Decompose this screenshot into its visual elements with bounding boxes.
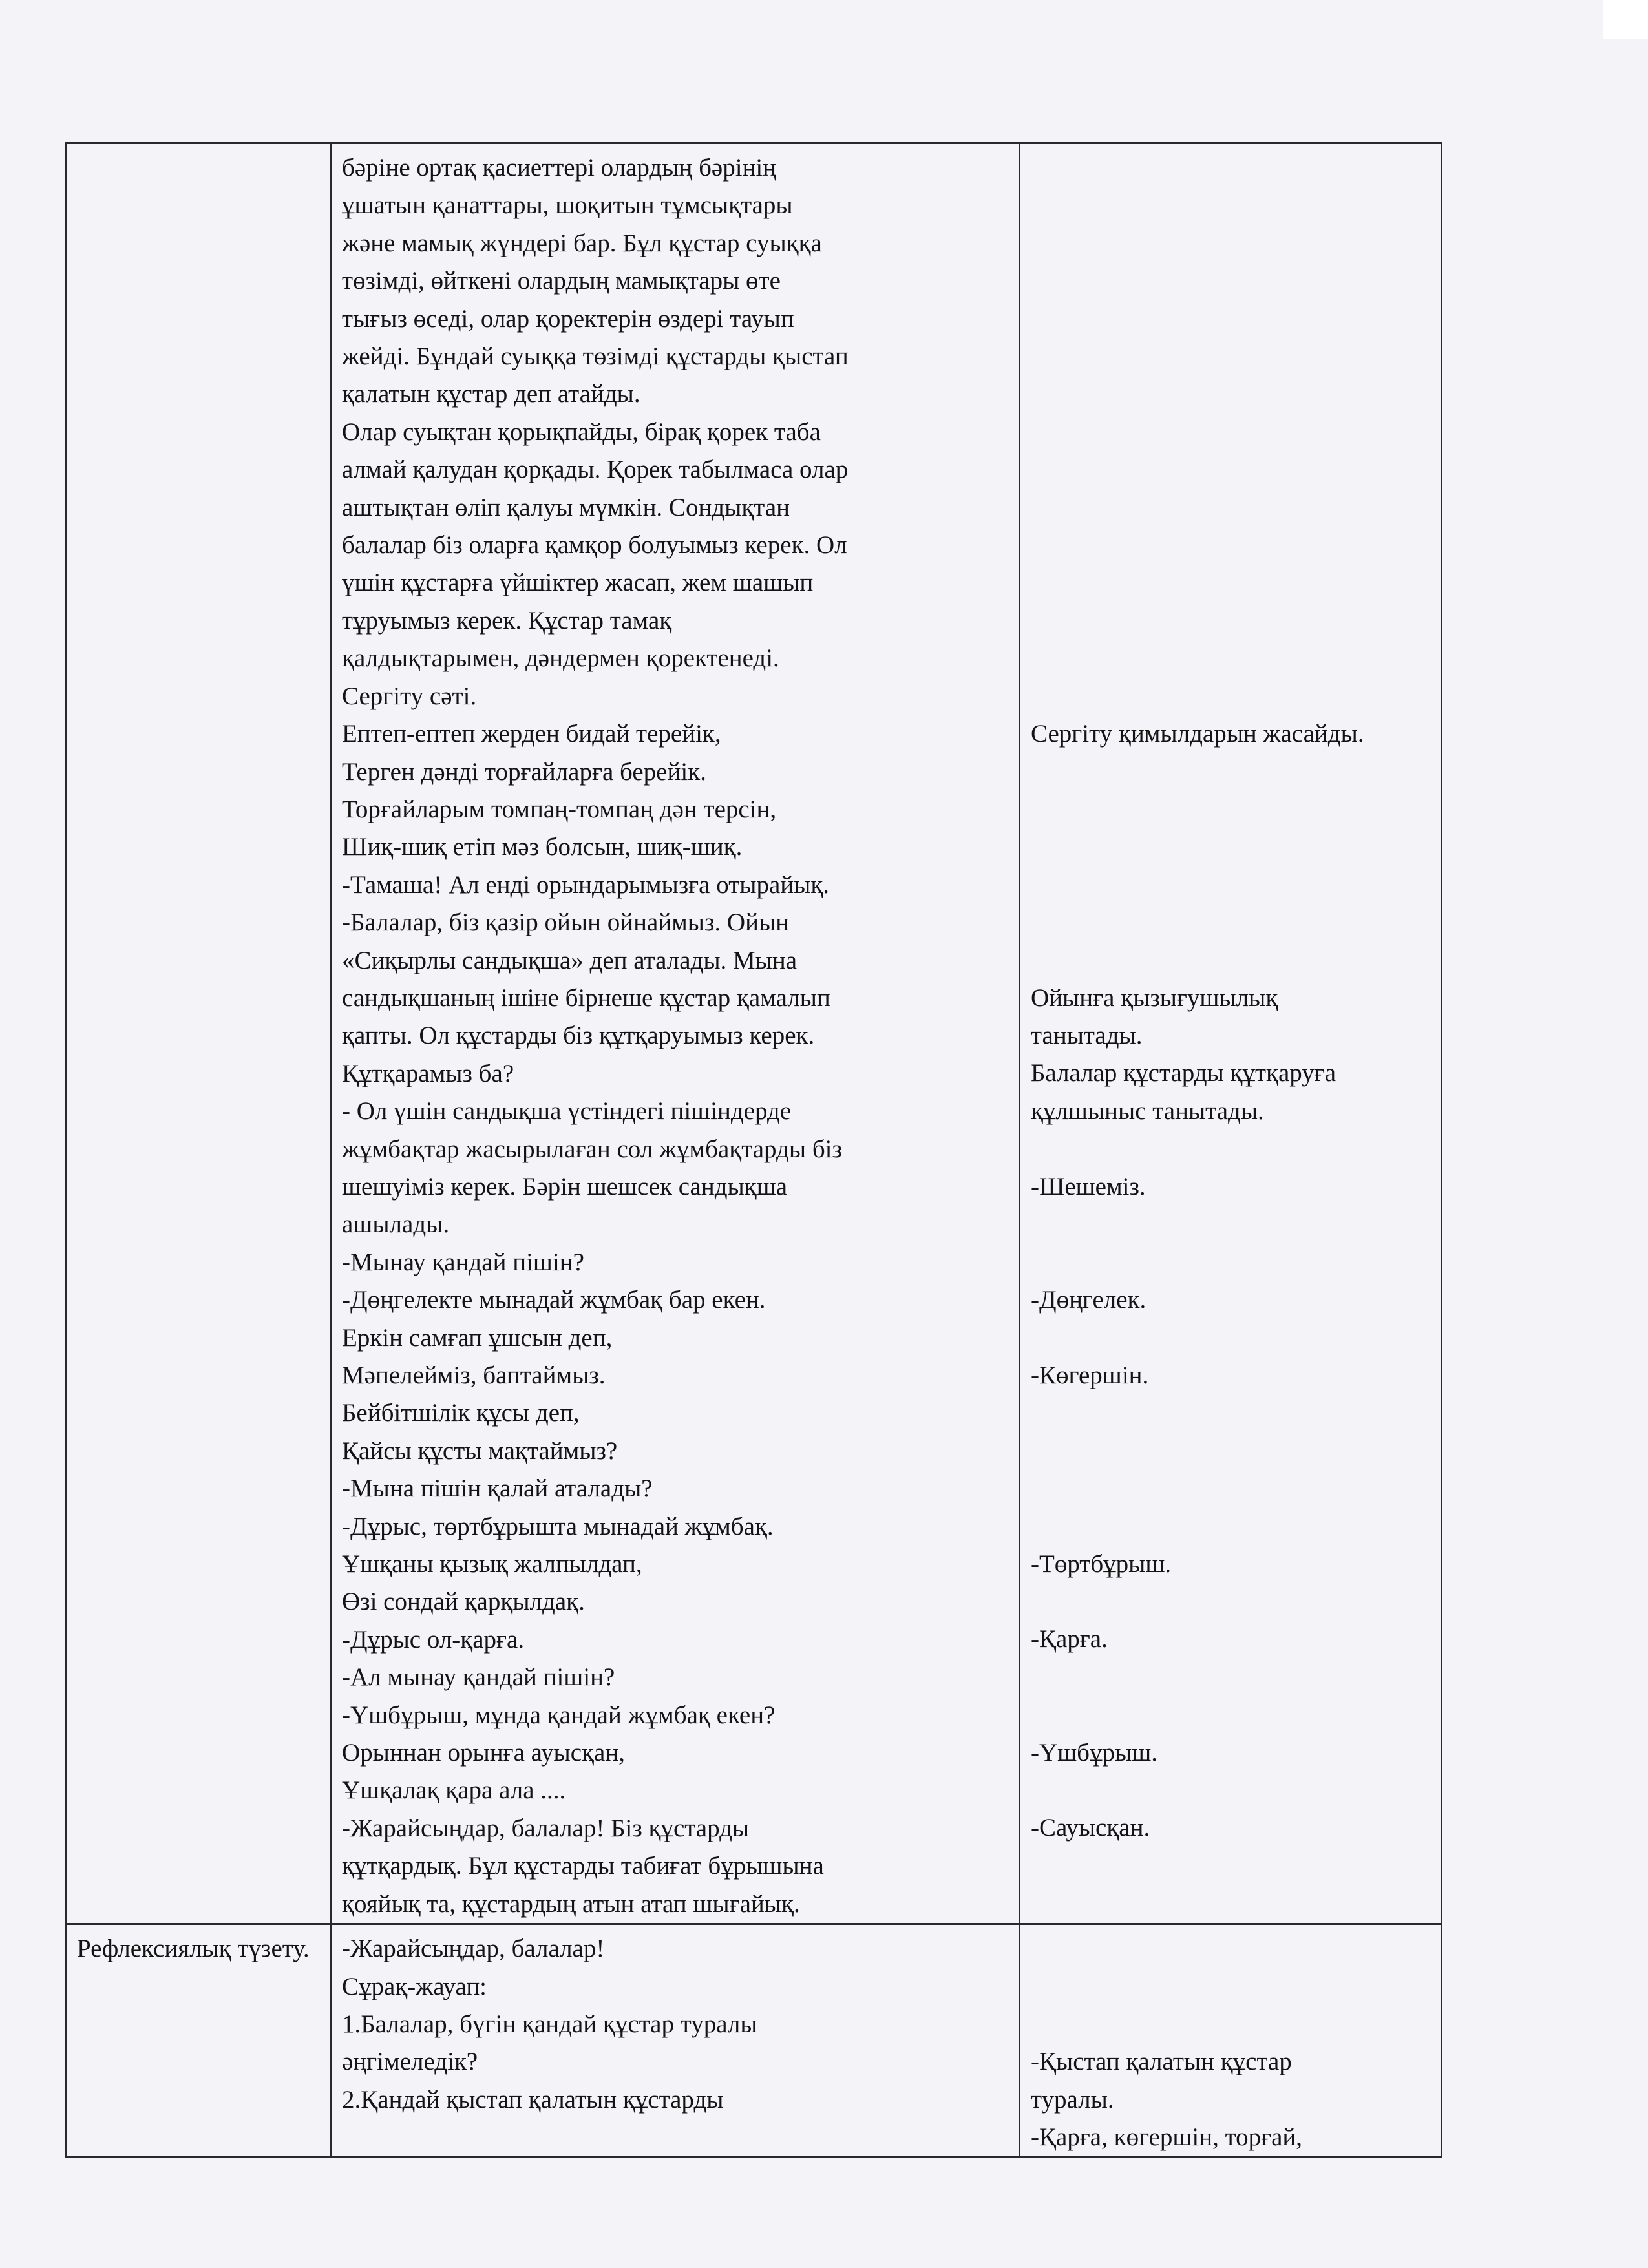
text-line: құтқардық. Бұл құстарды табиғат бұрышына <box>342 1852 824 1880</box>
text-line: -Қыстап қалатын құстар <box>1031 2048 1292 2076</box>
text-line: Ойынға қызығушылық <box>1031 983 1278 1012</box>
blank-line <box>1031 414 1430 451</box>
text-line: -Дұрыс, төртбұрышта мынадай жұмбақ. <box>342 1512 774 1540</box>
text-line: -Жарайсыңдар, балалар! Біз құстарды <box>342 1814 750 1842</box>
teacher-activity-cell <box>331 143 1020 1924</box>
blank-line <box>1031 1319 1430 1356</box>
text-line: жейді. Бұндай суыққа төзімді құстарды қыстап <box>342 342 849 371</box>
text-line: ұшатын қанаттары, шоқитын тұмсықтары <box>342 191 793 220</box>
text-line: -Төртбұрыш. <box>1031 1549 1172 1578</box>
blank-line <box>1031 375 1430 413</box>
text-line: Балалар құстарды құтқаруға <box>1031 1059 1336 1087</box>
table-row-reflection <box>66 1924 1442 2158</box>
text-line: төзімді, өйткені олардың мамықтары өте <box>342 267 781 295</box>
text-line: аштықтан өліп қалуы мүмкін. Сондықтан <box>342 493 790 521</box>
teacher-activity-cell <box>331 1924 1020 2158</box>
text-line: алмай қалудан қорқады. Қорек табылмаса олар <box>342 456 849 484</box>
text-line: қалатын құстар деп атайды. <box>342 380 640 408</box>
blank-line <box>1031 1659 1430 1696</box>
blank-line <box>1031 1206 1430 1243</box>
blank-line <box>1031 300 1430 338</box>
children-activity-cell <box>1020 143 1442 1924</box>
text-line: сандықшаның ішіне бірнеше құстар қамалып <box>342 983 830 1012</box>
blank-line <box>1031 1507 1430 1545</box>
blank-line <box>1031 225 1430 262</box>
text-line: Сергіту сәті. <box>342 682 477 710</box>
text-line: Қайсы құсты мақтаймыз? <box>342 1436 618 1465</box>
text-line: 1.Балалар, бүгін қандай құстар туралы <box>342 2010 757 2038</box>
blank-line <box>1031 1432 1430 1469</box>
blank-line <box>1031 866 1430 903</box>
blank-line <box>1031 564 1430 602</box>
blank-line <box>1031 1394 1430 1432</box>
text-line: - Ол үшін сандықша үстіндегі пішіндерде <box>342 1097 792 1126</box>
text-line: -Көгершін. <box>1031 1361 1149 1389</box>
text-line: -Үшбұрыш. <box>1031 1738 1158 1767</box>
text-line: Ұшқаны қызық жалпылдап, <box>342 1550 642 1579</box>
text-line: -Мынау қандай пішін? <box>342 1248 584 1276</box>
text-line: -Балалар, біз қазір ойын ойнаймыз. Ойын <box>342 908 790 937</box>
teacher-activity-text <box>342 149 1008 1923</box>
text-line: Мәпелейміз, баптаймыз. <box>342 1361 606 1389</box>
blank-line <box>1031 1130 1430 1168</box>
text-line: -Ал мынау қандай пішін? <box>342 1663 615 1692</box>
blank-line <box>1031 677 1430 715</box>
text-line: үшін құстарға үйшіктер жасап, жем шашып <box>342 569 814 597</box>
blank-line <box>1031 262 1430 300</box>
blank-line <box>1031 1583 1430 1621</box>
text-line: танытады. <box>1031 1022 1143 1050</box>
text-line: ашылады. <box>342 1210 450 1239</box>
blank-line <box>1031 904 1430 941</box>
blank-line <box>1031 941 1430 979</box>
blank-line <box>1031 1772 1430 1809</box>
text-line: Ұшқалақ қара ала .... <box>342 1776 566 1805</box>
blank-line <box>1031 149 1430 187</box>
text-line: жұмбақтар жасырылаған сол жұмбақтарды біз <box>342 1135 842 1163</box>
children-activity-cell <box>1020 1924 1442 2158</box>
text-line: -Үшбұрыш, мұнда қандай жұмбақ екен? <box>342 1701 776 1729</box>
text-line: Шиқ-шиқ етіп мәз болсын, шиқ-шиқ. <box>342 833 743 861</box>
blank-line <box>1031 489 1430 527</box>
text-line: Сергіту қимылдарын жасайды. <box>1031 719 1364 748</box>
stage-cell <box>66 143 331 1924</box>
blank-line <box>1031 1968 1430 2005</box>
stage-label: Рефлексиялық түзету. <box>77 1935 310 1963</box>
lesson-plan-table <box>65 142 1442 2158</box>
blank-line <box>1031 527 1430 564</box>
text-line: -Қарға, көгершін, торғай, <box>1031 2123 1303 2152</box>
blank-line <box>1031 1930 1430 1968</box>
text-line: балалар біз оларға қамқор болуымыз керек. Ол <box>342 531 847 560</box>
text-line: және мамық жүндері бар. Бұл құстар суыққа <box>342 229 822 257</box>
text-line: әңгімеледік? <box>342 2048 478 2076</box>
text-line: құлшыныс танытады. <box>1031 1097 1264 1125</box>
text-line: Еркін самғап ұшсын деп, <box>342 1323 613 1352</box>
blank-line <box>1031 640 1430 677</box>
text-line: Өзі сондай қарқылдақ. <box>342 1588 585 1616</box>
text-line: -Мына пішін қалай аталады? <box>342 1475 653 1503</box>
text-line: қалдықтарымен, дәндермен қоректенеді. <box>342 644 779 673</box>
text-line: шешуіміз керек. Бәрін шешсек сандықша <box>342 1172 788 1201</box>
blank-line <box>1031 451 1430 488</box>
children-activity-text <box>1031 149 1430 1847</box>
blank-line <box>1031 1696 1430 1734</box>
children-activity-text <box>1031 1930 1430 2156</box>
text-line: тығыз өседі, олар қоректерін өздері тауып <box>342 304 794 333</box>
stage-cell <box>66 1924 331 2158</box>
text-line: Құтқарамыз ба? <box>342 1059 514 1087</box>
blank-line <box>1031 1470 1430 1507</box>
blank-line <box>1031 791 1430 828</box>
blank-line <box>1031 187 1430 224</box>
text-line: 2.Қандай қыстап қалатын құстарды <box>342 2085 724 2114</box>
text-line: «Сиқырлы сандықша» деп аталады. Мына <box>342 946 798 974</box>
text-line: қояйық та, құстардың атын атап шығайық. <box>342 1889 800 1918</box>
text-line: туралы. <box>1031 2085 1114 2114</box>
text-line: тұруымыз керек. Құстар тамақ <box>342 606 672 635</box>
teacher-activity-text <box>342 1930 1008 2119</box>
text-line: Сұрақ-жауап: <box>342 1972 487 2000</box>
text-line: Терген дәнді торғайларға берейік. <box>342 757 706 786</box>
text-line: -Қарға. <box>1031 1625 1108 1654</box>
text-line: Ептеп-ептеп жерден бидай терейік, <box>342 720 721 748</box>
text-line: Бейбітшілік құсы деп, <box>342 1399 580 1427</box>
text-line: -Тамаша! Ал енді орындарымызға отырайық. <box>342 870 830 899</box>
text-line: қапты. Ол құстарды біз құтқаруымыз керек. <box>342 1022 815 1050</box>
scan-edge <box>1603 0 1648 39</box>
text-line: Олар суықтан қорықпайды, бірақ қорек таба <box>342 417 821 446</box>
table-row-game-activity <box>66 143 1442 1924</box>
text-line: -Сауысқан. <box>1031 1814 1150 1842</box>
text-line: Орыннан орынға ауысқан, <box>342 1739 625 1767</box>
text-line: бәріне ортақ қасиеттері олардың бәрінің <box>342 154 777 182</box>
text-line: -Жарайсыңдар, балалар! <box>342 1935 605 1963</box>
text-line: -Шешеміз. <box>1031 1172 1146 1201</box>
text-line: Торғайларым томпаң-томпаң дән терсін, <box>342 795 777 823</box>
blank-line <box>1031 2006 1430 2043</box>
blank-line <box>1031 338 1430 375</box>
blank-line <box>1031 828 1430 866</box>
blank-line <box>1031 602 1430 640</box>
blank-line <box>1031 1243 1430 1281</box>
blank-line <box>1031 753 1430 790</box>
text-line: -Дұрыс ол-қарға. <box>342 1625 525 1654</box>
text-line: -Дөңгелек. <box>1031 1285 1146 1314</box>
text-line: -Дөңгелекте мынадай жұмбақ бар екен. <box>342 1286 766 1314</box>
